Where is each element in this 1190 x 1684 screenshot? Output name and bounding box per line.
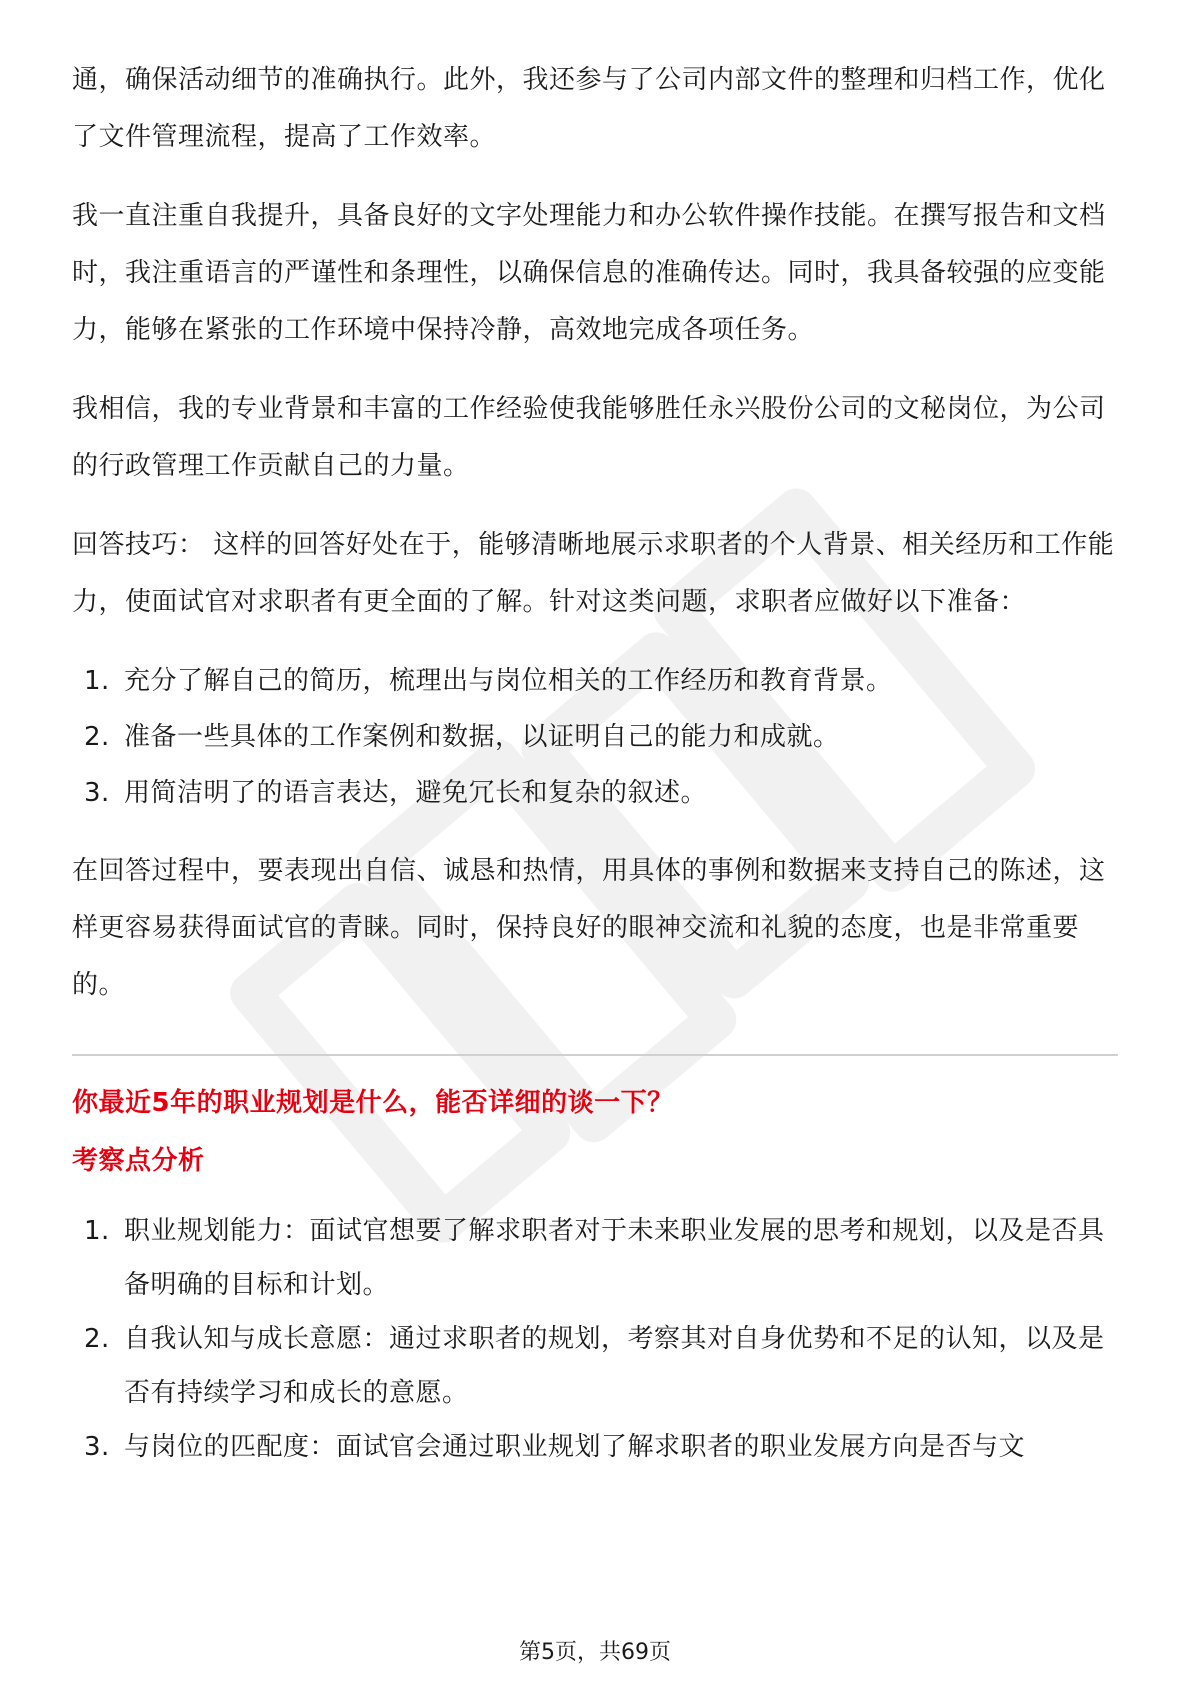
answer-tips-paragraph: 回答技巧： 这样的回答好处在于，能够清晰地展示求职者的个人背景、相关经历和工作能力，使面试官对求职者有更全面的了解。针对这类问题，求职者应做好以下准备：: [72, 530, 1115, 617]
paragraph-2: 我一直注重自我提升，具备良好的文字处理能力和办公软件操作技能。在撰写报告和文档时，我注重语言的严谨性和条理性，以确保信息的准确传达。同时，我具备较强的应变能力，能够在紧张的工作环境中保持冷静，高效地完成各项任务。: [72, 201, 1106, 345]
list-text: 充分了解自己的简历，梳理出与岗位相关的工作经历和教育背景。: [124, 666, 893, 696]
list-number: 3.: [84, 778, 110, 808]
list-item: [72, 765, 1118, 821]
question-heading: 你最近5年的职业规划是什么，能否详细的谈一下？: [72, 1088, 674, 1118]
list-number: 2.: [84, 1324, 110, 1354]
list-item: [72, 653, 1118, 709]
paragraph-1: 通，确保活动细节的准确执行。此外，我还参与了公司内部文件的整理和归档工作，优化了文件管理流程，提高了工作效率。: [72, 65, 1106, 152]
list-text: 用简洁明了的语言表达，避免冗长和复杂的叙述。: [124, 778, 708, 808]
list-text: 自我认知与成长意愿：通过求职者的规划，考察其对自身优势和不足的认知，以及是否有持续学习和成长的意愿。: [124, 1324, 1105, 1408]
list-number: 1.: [84, 1216, 110, 1246]
list-text: 准备一些具体的工作案例和数据，以证明自己的能力和成就。: [124, 722, 840, 752]
page-footer: 第5页，共69页: [519, 1640, 671, 1665]
paragraph-3: 我相信，我的专业背景和丰富的工作经验使我能够胜任永兴股份公司的文秘岗位，为公司的行政管理工作贡献自己的力量。: [72, 394, 1106, 481]
section-divider: [72, 1054, 1118, 1056]
list-item: [72, 1420, 1118, 1474]
list-item: [72, 709, 1118, 765]
tips-list: [72, 653, 1118, 821]
list-item: [72, 1312, 1118, 1420]
list-number: 2.: [84, 722, 110, 752]
list-number: 1.: [84, 666, 110, 696]
page-content: [72, 52, 1118, 1474]
list-text: 职业规划能力：面试官想要了解求职者对于未来职业发展的思考和规划，以及是否具备明确的目标和计划。: [124, 1216, 1105, 1300]
analysis-list: [72, 1204, 1118, 1474]
list-number: 3.: [84, 1432, 110, 1462]
list-item: [72, 1204, 1118, 1312]
list-text: 与岗位的匹配度：面试官会通过职业规划了解求职者的职业发展方向是否与文: [124, 1432, 1026, 1462]
closing-paragraph: 在回答过程中，要表现出自信、诚恳和热情，用具体的事例和数据来支持自己的陈述，这样更容易获得面试官的青睐。同时，保持良好的眼神交流和礼貌的态度，也是非常重要的。: [72, 856, 1106, 1000]
analysis-heading: 考察点分析: [72, 1146, 205, 1176]
